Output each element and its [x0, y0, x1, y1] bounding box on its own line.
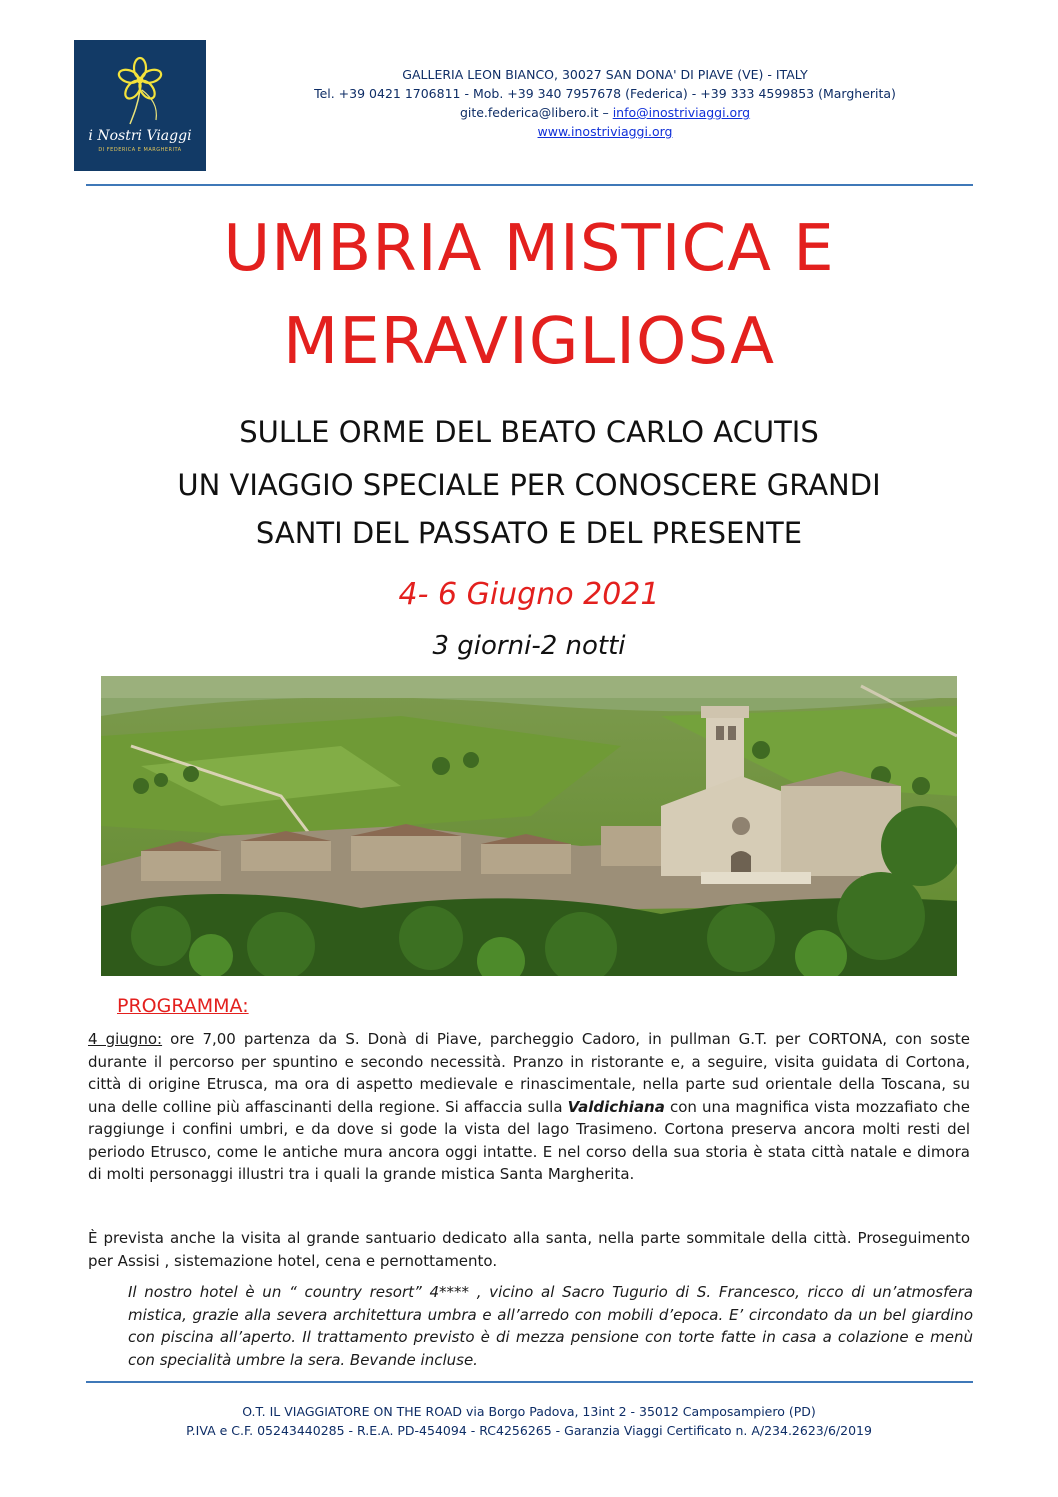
day-label: 4 giugno:: [88, 1030, 163, 1048]
day-1-text-a: ore 7,00 partenza da S. Donà di Piave, parcheggio Cadoro, in pullman G.T. per: [162, 1030, 809, 1048]
landscape-image: [101, 676, 957, 976]
header-divider: [86, 184, 973, 186]
hotel-description: Il nostro hotel è un “ country resort” 4**** , vicino al Sacro Tugurio di S. Francesco, ricco di un’atmosfera mistica, grazie alla severa architettura umbra e all’arredo con mobili d’epoca. E’ circondato da un bel giardino con piscina all’aperto. Il trattamento previsto è di mezza pensione con torte fatte in casa a colazione e menù con specialità umbre la sera. Bevande incluse.: [128, 1283, 973, 1369]
footer-line-1: O.T. IL VIAGGIATORE ON THE ROAD via Borgo Padova, 13int 2 - 35012 Camposampiero (PD): [242, 1404, 816, 1419]
page-title-line-2: MERAVIGLIOSA: [283, 305, 775, 379]
logo-name: i Nostri Viaggi: [88, 128, 192, 144]
subtitle-line-3: SANTI DEL PASSATO E DEL PRESENTE: [255, 516, 803, 550]
company-logo: [74, 40, 206, 171]
trip-duration: 3 giorni-2 notti: [432, 631, 626, 661]
header-website: [210, 123, 1000, 140]
day-1-text-b: , con soste durante il percorso per spuntino e secondo necessità. Pranzo in ristorante e, a seguire, visita guidata di Cortona, città di origine Etrusca, ma ora di aspetto medievale e rinascimentale, nella parte sud orientale della Toscana, su una delle colline più affascinanti della regione. Si affaccia sulla: [88, 1030, 970, 1116]
flower-icon: [112, 54, 168, 126]
header-emails: [210, 104, 1000, 121]
email-federica[interactable]: gite.federica@libero.it: [459, 105, 599, 120]
assisi-photo: [101, 676, 957, 976]
program-paragraph-2: È prevista anche la visita al grande santuario dedicato alla santa, nella parte sommitale della città. Proseguimento per Assisi , sistemazione hotel, cena e pernottamento.: [88, 1229, 970, 1270]
header-address: GALLERIA LEON BIANCO, 30027 SAN DONA' DI PIAVE (VE) - ITALY: [402, 67, 808, 82]
program-day-1-paragraph: [88, 1028, 970, 1186]
valley-name: Valdichiana: [567, 1097, 665, 1116]
subtitle-line-2: UN VIAGGIO SPECIALE PER CONOSCERE GRANDI: [177, 468, 881, 502]
day-1-text-c: con una magnifica vista mozzafiato che raggiunge i confini umbri, e da dove si gode la vista del lago Trasimeno. Cortona preserva ancora molti resti del periodo Etrusco, come le antiche mura ancora oggi intatte. E nel corso della sua storia è stata città natale e dimora di molti personaggi illustri tra i quali la grande mistica Santa Margherita.: [88, 1097, 970, 1183]
email-separator: –: [598, 105, 613, 120]
subtitle-line-1: SULLE ORME DEL BEATO CARLO ACUTIS: [239, 415, 819, 449]
page-title-line-1: UMBRIA MISTICA E: [223, 212, 835, 286]
program-heading: PROGRAMMA:: [117, 995, 249, 1017]
header-phones: Tel. +39 0421 1706811 - Mob. +39 340 7957678 (Federica) - +39 333 4599853 (Margherita): [314, 86, 896, 101]
destination-city: CORTONA: [808, 1030, 883, 1048]
email-info-link[interactable]: info@inostriviaggi.org: [612, 105, 751, 120]
website-link[interactable]: www.inostriviaggi.org: [537, 124, 673, 139]
footer-line-2: P.IVA e C.F. 05243440285 - R.E.A. PD-454094 - RC4256265 - Garanzia Viaggi Certificato n. A/234.2623/6/2019: [186, 1423, 872, 1438]
trip-dates: 4- 6 Giugno 2021: [398, 577, 660, 612]
footer-divider: [86, 1381, 973, 1383]
logo-subtitle: DI FEDERICA E MARGHERITA: [98, 147, 182, 153]
